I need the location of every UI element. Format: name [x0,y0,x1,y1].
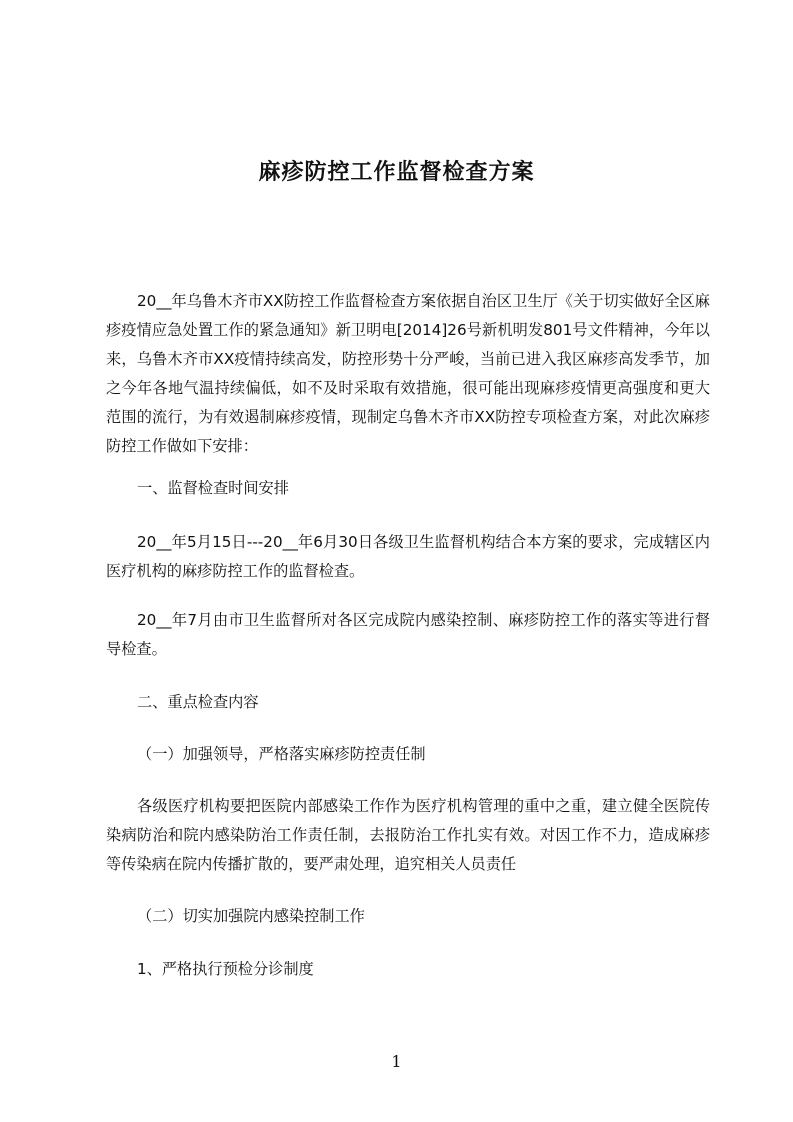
leadership-paragraph: 各级医疗机构要把医院内部感染工作作为医疗机构管理的重中之重，建立健全医院传染病防治和院内感染防治工作责任制，去报防治工作扎实有效。对因工作不力，造成麻疹等传染病在院内传播扩散的，要严肃处理，追究相关人员责任 [106,797,710,873]
page-number: 1 [391,1052,402,1071]
section-heading-key-content: 二、重点检查内容 [137,693,259,711]
item-heading-triage: 1、严格执行预检分诊制度 [137,960,314,978]
intro-paragraph: 20__年乌鲁木齐市XX防控工作监督检查方案依据自治区卫生厅《关于切实做好全区麻疹疫情应急处置工作的紧急通知》新卫明电[2014]26号新机明发801号文件精神，今年以来，乌鲁木齐市XX疫情持续高发，防控形势十分严峻，当前已进入我区麻疹高发季节，加之今年各地气温持续偏低，如不及时采取有效措施，很可能出现麻疹疫情更高强度和更大范围的流行，为有效遏制麻疹疫情，现制定乌鲁木齐市XX防控专项检查方案，对此次麻疹防控工作做如下安排： [106,292,710,455]
subsection-heading-leadership: （一）加强领导，严格落实麻疹防控责任制 [137,745,426,763]
schedule-paragraph-2: 20__年7月由市卫生监督所对各区完成院内感染控制、麻疹防控工作的落实等进行督导检查。 [106,611,710,658]
section-heading-schedule: 一、监督检查时间安排 [137,479,289,497]
subsection-heading-infection-control: （二）切实加强院内感染控制工作 [137,907,365,925]
document-title: 麻疹防控工作监督检查方案 [258,159,535,185]
schedule-paragraph-1: 20__年5月15日---20__年6月30日各级卫生监督机构结合本方案的要求，完成辖区内医疗机构的麻疹防控工作的监督检查。 [106,533,710,580]
